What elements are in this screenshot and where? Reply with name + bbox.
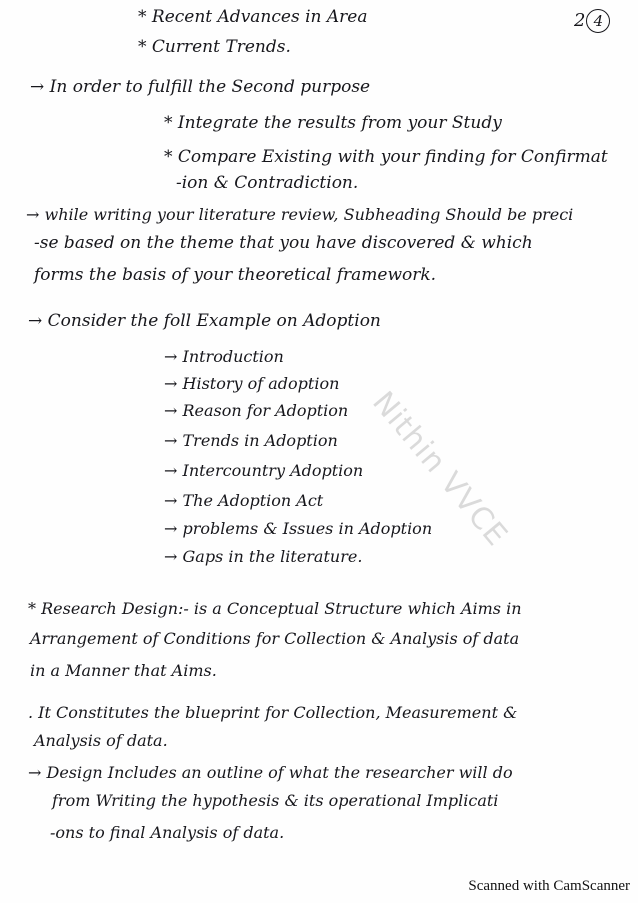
list-item-intercountry: → Intercountry Adoption xyxy=(164,461,364,480)
note-line-22: . It Constitutes the blueprint for Collection, Measurement & xyxy=(28,703,518,722)
note-line-5: * Compare Existing with your finding for Confirmat xyxy=(164,147,608,167)
note-line-1: * Recent Advances in Area xyxy=(138,7,368,27)
note-line-24: → Design Includes an outline of what the researcher will do xyxy=(28,763,513,782)
note-line-10: → Consider the foll Example on Adoption xyxy=(28,311,381,331)
note-line-20: Arrangement of Conditions for Collection & Analysis of data xyxy=(30,629,520,648)
list-item-trends: → Trends in Adoption xyxy=(164,431,338,450)
list-item-act: → The Adoption Act xyxy=(164,491,324,510)
note-line-3: → In order to fulfill the Second purpose xyxy=(30,77,371,97)
note-line-19: * Research Design:- is a Conceptual Structure which Aims in xyxy=(28,599,522,618)
page-number-prefix: 2 xyxy=(574,10,586,31)
note-line-25: from Writing the hypothesis & its operational Implicati xyxy=(52,791,499,810)
list-item-gaps: → Gaps in the literature. xyxy=(164,547,363,566)
page-number-circled: 4 xyxy=(586,9,610,33)
watermark: Nithin VVCE xyxy=(365,385,515,554)
list-item-history: → History of adoption xyxy=(164,374,340,393)
note-line-7: → while writing your literature review, Subheading Should be preci xyxy=(26,205,574,224)
note-line-9: forms the basis of your theoretical framework. xyxy=(34,265,437,285)
list-item-introduction: → Introduction xyxy=(164,347,284,366)
note-line-6: -ion & Contradiction. xyxy=(176,173,359,193)
list-item-reason: → Reason for Adoption xyxy=(164,401,349,420)
note-line-23: Analysis of data. xyxy=(34,731,168,750)
note-line-4: * Integrate the results from your Study xyxy=(164,113,502,133)
scanner-footer: Scanned with CamScanner xyxy=(468,878,630,894)
page-number xyxy=(574,6,620,36)
note-line-2: * Current Trends. xyxy=(138,37,291,57)
list-item-problems: → problems & Issues in Adoption xyxy=(164,519,433,538)
note-line-8: -se based on the theme that you have discovered & which xyxy=(34,233,533,253)
note-line-26: -ons to final Analysis of data. xyxy=(50,823,285,842)
note-line-21: in a Manner that Aims. xyxy=(30,661,217,680)
